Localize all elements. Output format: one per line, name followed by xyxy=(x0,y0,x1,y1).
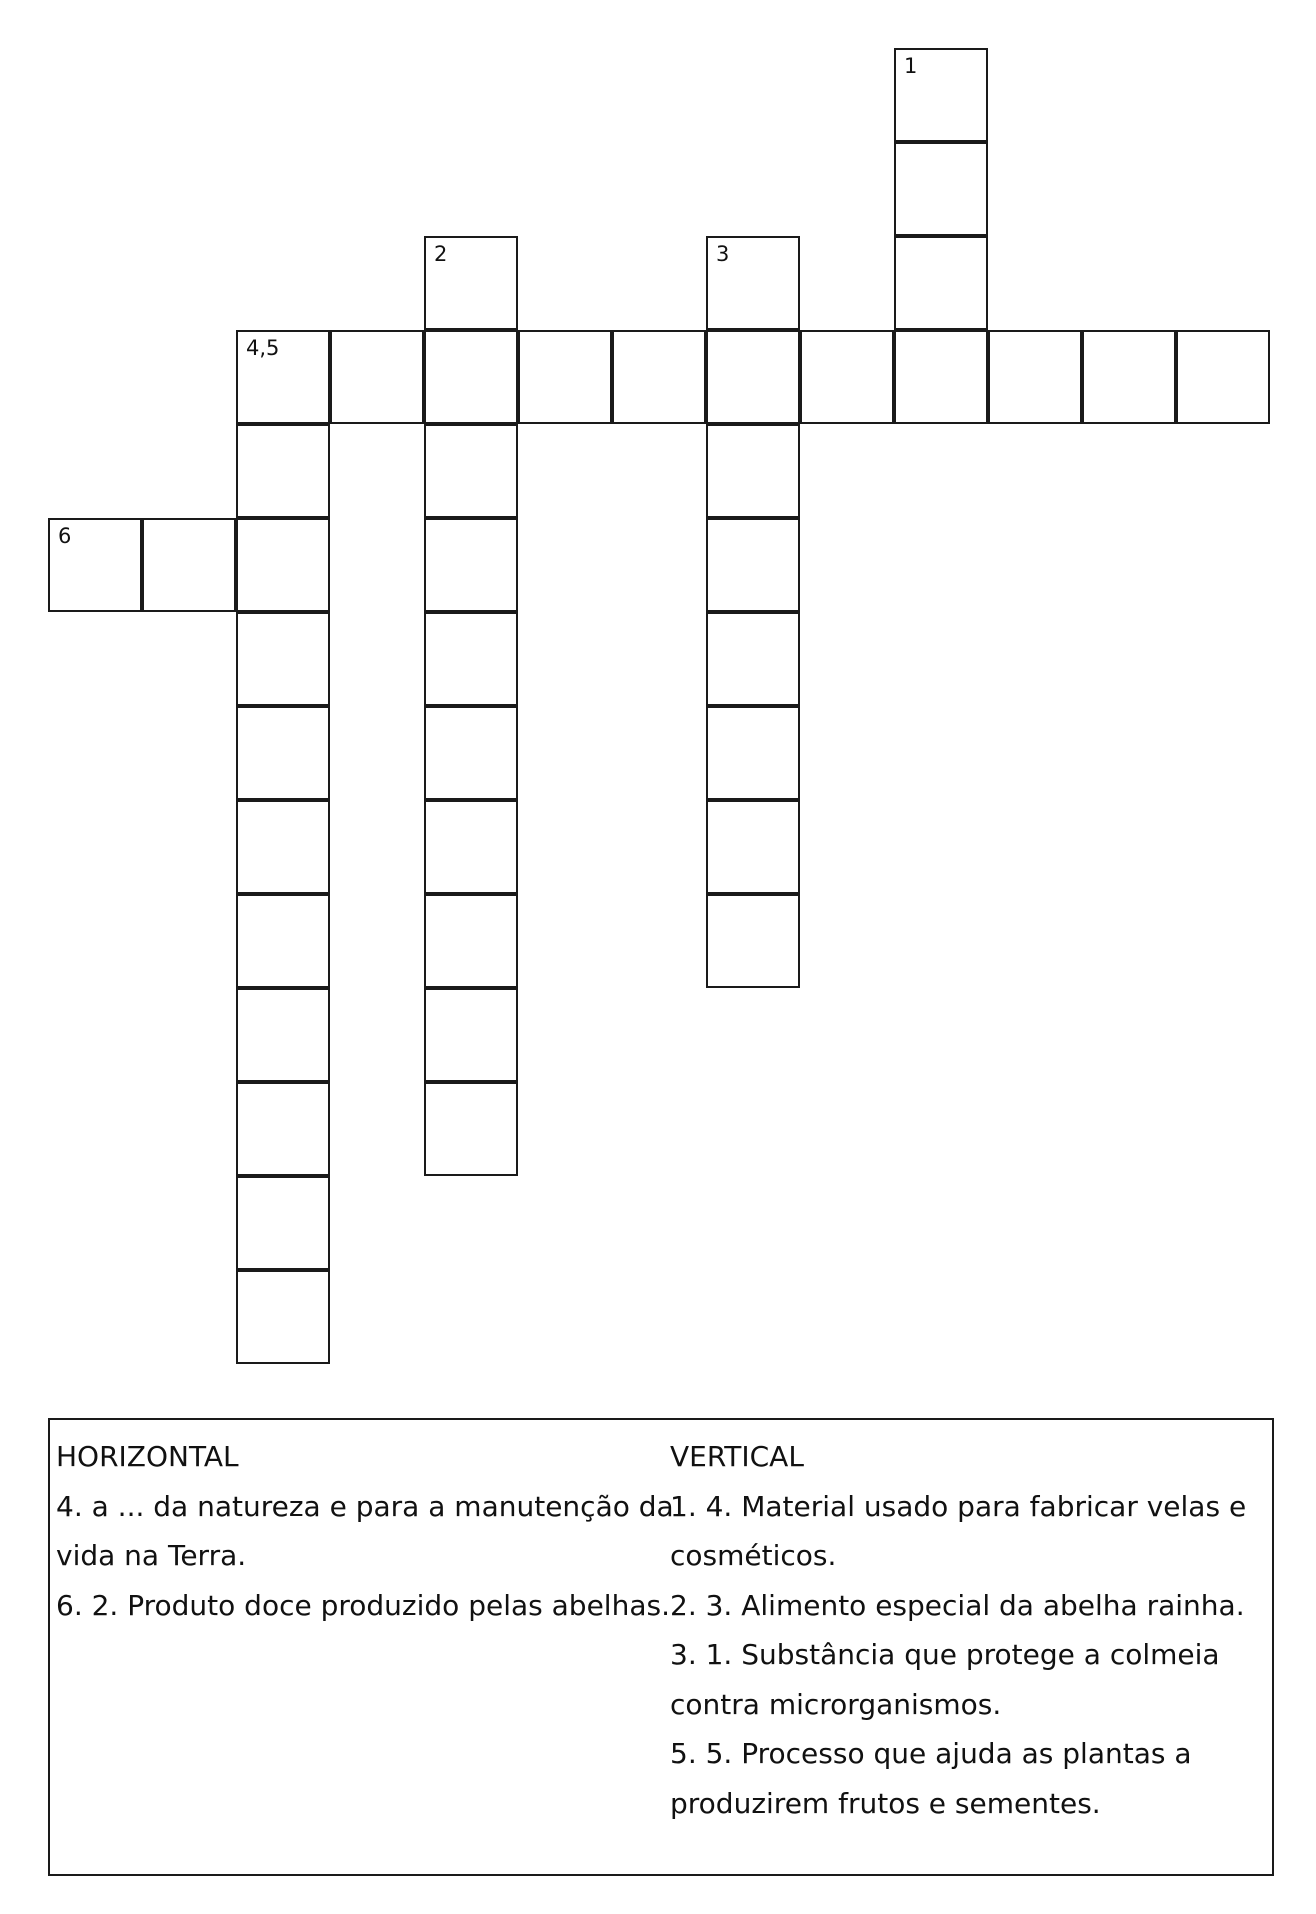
horizontal-clue-line: vida na Terra. xyxy=(56,1539,247,1572)
grid-cell[interactable] xyxy=(142,518,236,612)
clue-number: 6 xyxy=(58,524,72,548)
grid-cell[interactable] xyxy=(236,330,330,424)
grid-cell[interactable] xyxy=(800,330,894,424)
vertical-clue-line: 5. 5. Processo que ajuda as plantas a xyxy=(670,1737,1192,1770)
grid-cell[interactable] xyxy=(236,800,330,894)
grid-cell[interactable] xyxy=(330,330,424,424)
horizontal-clue-line: 6. 2. Produto doce produzido pelas abelhas. xyxy=(56,1588,670,1622)
clue-number: 2 xyxy=(434,242,448,266)
grid-cell[interactable] xyxy=(612,330,706,424)
grid-cell[interactable] xyxy=(236,1176,330,1270)
grid-cell[interactable] xyxy=(236,894,330,988)
grid-cell[interactable] xyxy=(424,894,518,988)
grid-cell[interactable] xyxy=(706,236,800,330)
grid-cell[interactable] xyxy=(706,330,800,424)
clue-number: 4,5 xyxy=(246,336,280,360)
grid-cell[interactable] xyxy=(988,330,1082,424)
horizontal-clues xyxy=(56,1432,674,1630)
grid-cell[interactable] xyxy=(236,424,330,518)
grid-cell[interactable] xyxy=(894,330,988,424)
vertical-heading: VERTICAL xyxy=(670,1440,804,1473)
grid-cell[interactable] xyxy=(424,236,518,330)
vertical-clue-line: 3. 1. Substância que protege a colmeia xyxy=(670,1638,1220,1671)
clues-box xyxy=(48,1418,1274,1876)
vertical-clue-line: contra microrganismos. xyxy=(670,1687,1002,1721)
grid-cell[interactable] xyxy=(236,612,330,706)
grid-cell[interactable] xyxy=(1176,330,1270,424)
vertical-clue-line: cosméticos. xyxy=(670,1539,837,1572)
grid-cell[interactable] xyxy=(424,330,518,424)
grid-cell[interactable] xyxy=(894,236,988,330)
grid-cell[interactable] xyxy=(424,1082,518,1176)
grid-cell[interactable] xyxy=(894,48,988,142)
grid-cell[interactable] xyxy=(424,706,518,800)
clue-number: 3 xyxy=(716,242,730,266)
grid-cell[interactable] xyxy=(424,800,518,894)
grid-cell[interactable] xyxy=(706,894,800,988)
grid-cell[interactable] xyxy=(706,518,800,612)
vertical-clue-line: 2. 3. Alimento especial da abelha rainha. xyxy=(670,1588,1245,1622)
vertical-clue-line: produzirem frutos e sementes. xyxy=(670,1786,1101,1820)
grid-cell[interactable] xyxy=(236,1082,330,1176)
grid-cell[interactable] xyxy=(706,424,800,518)
grid-cell[interactable] xyxy=(518,330,612,424)
grid-cell[interactable] xyxy=(424,988,518,1082)
grid-cell[interactable] xyxy=(236,706,330,800)
grid-cell[interactable] xyxy=(424,612,518,706)
vertical-clues xyxy=(670,1432,1260,1828)
grid-cell[interactable] xyxy=(894,142,988,236)
grid-cell[interactable] xyxy=(706,612,800,706)
grid-cell[interactable] xyxy=(236,988,330,1082)
grid-cell[interactable] xyxy=(236,518,330,612)
grid-cell[interactable] xyxy=(706,800,800,894)
grid-cell[interactable] xyxy=(424,424,518,518)
grid-cell[interactable] xyxy=(424,518,518,612)
horizontal-heading: HORIZONTAL xyxy=(56,1440,239,1473)
clue-number: 1 xyxy=(904,54,918,78)
horizontal-clue-line: 4. a ... da natureza e para a manutenção da xyxy=(56,1489,674,1523)
grid-cell[interactable] xyxy=(706,706,800,800)
vertical-clue-line: 1. 4. Material usado para fabricar velas e xyxy=(670,1489,1247,1523)
grid-cell[interactable] xyxy=(236,1270,330,1364)
grid-cell[interactable] xyxy=(1082,330,1176,424)
grid-cell[interactable] xyxy=(48,518,142,612)
